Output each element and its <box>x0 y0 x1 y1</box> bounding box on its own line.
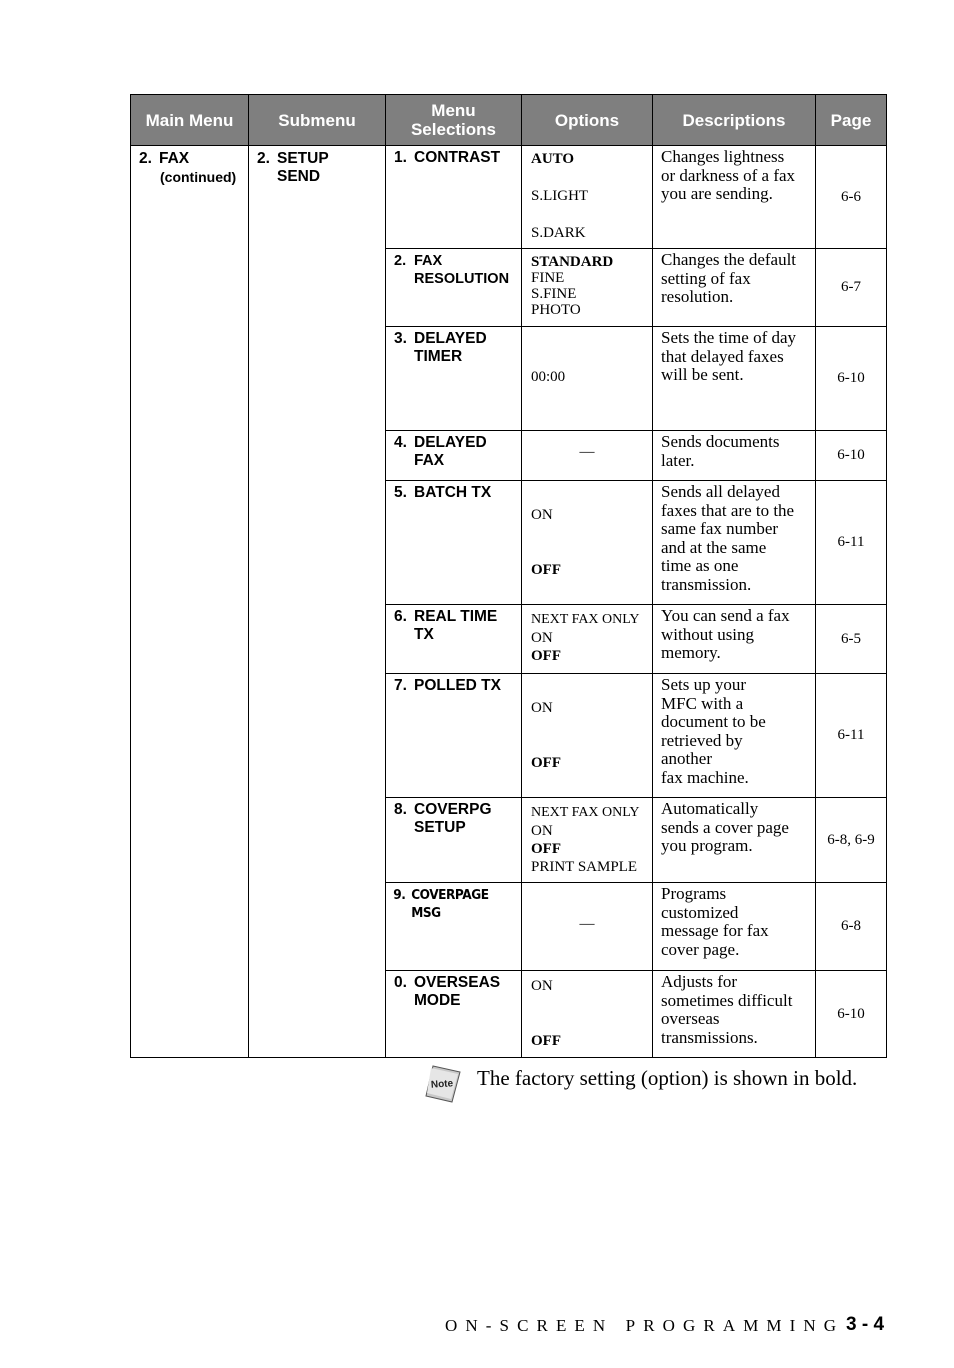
option-value: ON <box>531 507 553 523</box>
note-icon <box>424 1064 462 1104</box>
description-cell <box>653 481 816 605</box>
menu-selection-cell <box>386 798 522 883</box>
footer-page-number: 3 - 4 <box>846 1314 885 1335</box>
option-value: OFF <box>531 755 561 771</box>
description-text: Sends all delayed faxes that are to the same fax number and at the same time as one transmission. <box>661 482 795 594</box>
table-row <box>131 146 887 249</box>
page-cell: 6-5 <box>816 605 887 674</box>
description-text: You can send a fax without using memory. <box>661 606 790 662</box>
selection-label: REAL TIME TX <box>414 608 498 643</box>
page-cell: 6-11 <box>816 674 887 798</box>
description-cell <box>653 674 816 798</box>
page-cell: 6-10 <box>816 431 887 481</box>
options-cell <box>522 971 653 1058</box>
description-text: Sets up your MFC with a document to be retrieved by another fax machine. <box>661 675 766 787</box>
main-menu-continued: (continued) <box>160 169 237 185</box>
page-cell: 6-8 <box>816 883 887 971</box>
options-cell <box>522 249 653 327</box>
description-text: Adjusts for sometimes difficult overseas transmissions. <box>661 972 793 1047</box>
options-cell <box>522 605 653 674</box>
selection-number: 7. <box>394 677 407 694</box>
option-value: ON <box>531 978 553 994</box>
selection-number: 5. <box>394 484 407 501</box>
options-cell <box>522 431 653 481</box>
option-value: OFF <box>531 562 561 578</box>
description-cell <box>653 249 816 327</box>
description-text: Automatically sends a cover page you program. <box>661 799 789 855</box>
description-text: Sends documents later. <box>661 432 780 470</box>
selection-number: 4. <box>394 434 407 451</box>
menu-selection-cell <box>386 327 522 431</box>
description-cell <box>653 146 816 249</box>
selection-label: BATCH TX <box>414 484 492 501</box>
header-submenu: Submenu <box>249 95 386 146</box>
footer-section-title: ON-SCREEN PROGRAMMING <box>445 1316 845 1335</box>
selection-label: OVERSEAS MODE <box>414 974 501 1009</box>
selection-number: 1. <box>394 149 407 166</box>
option-value: NEXT FAX ONLY <box>531 612 640 627</box>
header-descriptions: Descriptions <box>653 95 816 146</box>
page-cell: 6-11 <box>816 481 887 605</box>
option-value: S.DARK <box>531 225 586 241</box>
submenu-cell <box>249 146 386 1058</box>
menu-table <box>130 94 887 1058</box>
description-text: Programs customized message for fax cover page. <box>661 884 769 959</box>
page-cell: 6-7 <box>816 249 887 327</box>
selection-number: 2. <box>394 253 407 269</box>
menu-selection-cell <box>386 249 522 327</box>
option-value: FINE <box>531 270 565 286</box>
options-cell <box>522 674 653 798</box>
description-cell <box>653 971 816 1058</box>
option-value: NEXT FAX ONLY <box>531 805 640 820</box>
menu-selection-cell <box>386 971 522 1058</box>
main-menu-cell <box>131 146 249 1058</box>
menu-selection-cell <box>386 605 522 674</box>
option-value: OFF <box>531 841 561 857</box>
option-value: ON <box>531 630 553 646</box>
header-menu-selections: Menu Selections <box>386 95 522 146</box>
description-cell <box>653 883 816 971</box>
selection-label: POLLED TX <box>414 677 501 694</box>
main-menu-label: FAX <box>159 150 190 167</box>
option-value: ON <box>531 700 553 716</box>
selection-label: COVERPG SETUP <box>414 801 492 836</box>
description-text: Changes lightness or darkness of a fax you are sending. <box>661 147 796 203</box>
option-value: STANDARD <box>531 254 614 270</box>
selection-number: 8. <box>394 801 407 818</box>
options-cell <box>522 481 653 605</box>
option-value: AUTO <box>531 151 575 167</box>
option-value: S.LIGHT <box>531 188 589 204</box>
option-value: — <box>579 444 595 460</box>
option-value: OFF <box>531 1033 561 1049</box>
description-cell <box>653 431 816 481</box>
header-main-menu: Main Menu <box>131 95 249 146</box>
option-value: OFF <box>531 648 561 664</box>
option-value: ON <box>531 823 553 839</box>
menu-selection-cell <box>386 431 522 481</box>
note-icon-label: Note <box>430 1078 454 1091</box>
menu-selection-cell <box>386 481 522 605</box>
selection-number: 3. <box>394 330 407 347</box>
page-cell: 6-6 <box>816 146 887 249</box>
submenu-label: SETUP SEND <box>277 150 329 185</box>
selection-label: CONTRAST <box>414 149 501 166</box>
page-cell: 6-10 <box>816 327 887 431</box>
description-text: Sets the time of day that delayed faxes will be sent. <box>661 328 797 384</box>
selection-label: COVERPAGE MSG <box>411 887 489 921</box>
menu-selection-cell <box>386 146 522 249</box>
options-cell <box>522 798 653 883</box>
options-cell <box>522 883 653 971</box>
options-cell <box>522 146 653 249</box>
note-text: The factory setting (option) is shown in bold. <box>477 1066 858 1090</box>
option-value: 00:00 <box>531 369 566 385</box>
option-value: S.FINE <box>531 286 577 302</box>
description-cell <box>653 798 816 883</box>
description-cell <box>653 605 816 674</box>
header-page: Page <box>816 95 887 146</box>
main-menu-number: 2. <box>139 150 152 167</box>
header-options: Options <box>522 95 653 146</box>
page-cell: 6-8, 6-9 <box>816 798 887 883</box>
options-cell <box>522 327 653 431</box>
menu-selection-cell <box>386 883 522 971</box>
selection-label: DELAYED TIMER <box>414 330 487 365</box>
table-header-row <box>131 95 887 146</box>
description-cell <box>653 327 816 431</box>
option-value: PHOTO <box>531 302 581 318</box>
selection-label: FAX RESOLUTION <box>414 253 510 287</box>
option-value: — <box>579 916 595 932</box>
submenu-number: 2. <box>257 150 270 167</box>
selection-label: DELAYED FAX <box>414 434 487 469</box>
menu-selection-cell <box>386 674 522 798</box>
page-cell: 6-10 <box>816 971 887 1058</box>
selection-number: 9. <box>393 887 406 903</box>
selection-number: 0. <box>394 974 407 991</box>
selection-number: 6. <box>394 608 407 625</box>
description-text: Changes the default setting of fax resolution. <box>661 250 797 306</box>
option-value: PRINT SAMPLE <box>531 859 637 875</box>
